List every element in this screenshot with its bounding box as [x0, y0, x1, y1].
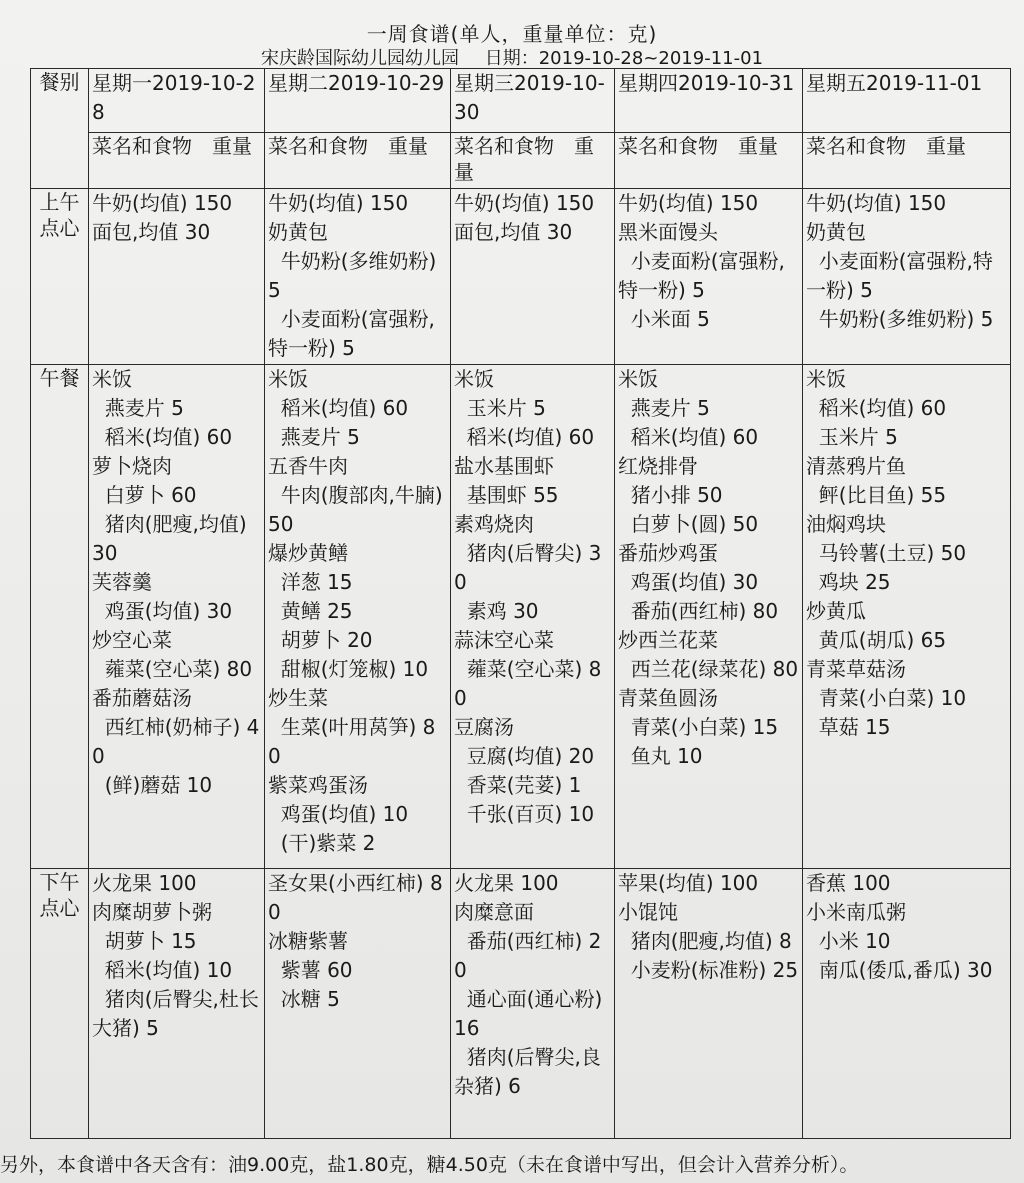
day-header: 星期五2019-11-01 [803, 69, 1011, 133]
menu-line: 小麦面粉(富强粉,特一粉) 5 [806, 249, 993, 302]
menu-line: 黑米面馒头 [618, 220, 718, 244]
menu-line: 青菜鱼圆汤 [618, 686, 718, 710]
menu-line: 牛奶粉(多维奶粉) 5 [268, 249, 443, 302]
menu-line: 千张(百页) 10 [454, 802, 595, 826]
menu-cell [615, 365, 803, 869]
meal-row-lunch [31, 365, 1011, 869]
column-header: 菜名和食物 重量 [615, 133, 803, 189]
menu-line: 白萝卜 60 [92, 483, 197, 507]
menu-line: 鲆(比目鱼) 55 [806, 483, 947, 507]
menu-line: 玉米片 5 [454, 396, 546, 420]
column-header: 菜名和食物 重量 [803, 133, 1011, 189]
menu-line: 清蒸鸦片鱼 [806, 454, 906, 478]
menu-line: 青菜(小白菜) 15 [618, 715, 779, 739]
menu-line: 素鸡 30 [454, 599, 539, 623]
menu-line: 小麦粉(标准粉) 25 [618, 958, 799, 982]
menu-line: 面包,均值 30 [92, 220, 211, 244]
menu-cell [451, 869, 615, 1139]
menu-line: 牛奶粉(多维奶粉) 5 [806, 307, 994, 331]
menu-line: 小麦面粉(富强粉,特一粉) 5 [268, 307, 435, 360]
menu-line: 马铃薯(土豆) 50 [806, 541, 967, 565]
menu-line: 燕麦片 5 [268, 425, 360, 449]
footnote: 另外，本食谱中各天含有：油9.00克，盐1.80克，糖4.50克（未在食谱中写出，但会计入营养分析）。 [0, 1154, 859, 1176]
menu-line: 稻米(均值) 60 [268, 396, 409, 420]
menu-line: 猪肉(肥瘦,均值) 8 [618, 929, 792, 953]
column-header-row [31, 133, 1011, 189]
menu-cell [451, 189, 615, 365]
menu-line: 素鸡烧肉 [454, 512, 534, 536]
menu-line: 小米面 5 [618, 307, 710, 331]
menu-cell [89, 869, 265, 1139]
menu-line: 炒生菜 [268, 686, 328, 710]
menu-line: 黄瓜(胡瓜) 65 [806, 628, 947, 652]
day-header: 星期四2019-10-31 [615, 69, 803, 133]
menu-line: 米饭 [806, 367, 846, 391]
menu-line: 肉糜胡萝卜粥 [92, 900, 212, 924]
menu-cell [803, 869, 1011, 1139]
day-header: 星期二2019-10-29 [265, 69, 451, 133]
menu-line: 胡萝卜 15 [92, 929, 197, 953]
menu-line: 面包,均值 30 [454, 220, 573, 244]
menu-cell [803, 365, 1011, 869]
menu-line: 甜椒(灯笼椒) 10 [268, 657, 429, 681]
day-header: 星期一2019-10-28 [89, 69, 265, 133]
menu-line: 冰糖 5 [268, 987, 340, 1011]
menu-cell [615, 869, 803, 1139]
menu-line: 青菜(小白菜) 10 [806, 686, 967, 710]
menu-line: 牛奶(均值) 150 [268, 191, 409, 215]
menu-line: 牛奶(均值) 150 [454, 191, 595, 215]
menu-line: 猪肉(肥瘦,均值) 30 [92, 512, 254, 565]
menu-line: 番茄炒鸡蛋 [618, 541, 718, 565]
menu-line: 芙蓉羹 [92, 570, 152, 594]
meal-row-morning-snack [31, 189, 1011, 365]
menu-line: 鱼丸 10 [618, 744, 703, 768]
menu-line: 通心面(通心粉) 16 [454, 987, 609, 1040]
meal-label: 上午点心 [31, 189, 89, 365]
menu-line: 牛肉(腹部肉,牛腩) 50 [268, 483, 450, 536]
menu-line: 小馄饨 [618, 900, 678, 924]
menu-line: 西兰花(绿菜花) 80 [618, 657, 799, 681]
menu-line: 南瓜(倭瓜,番瓜) 30 [806, 958, 993, 982]
column-header: 菜名和食物 重量 [89, 133, 265, 189]
menu-line: 香蕉 100 [806, 871, 891, 895]
menu-line: 稻米(均值) 60 [806, 396, 947, 420]
menu-cell [89, 365, 265, 869]
subtitle [0, 44, 1024, 70]
menu-line: 米饭 [92, 367, 132, 391]
weekly-menu-table [30, 68, 1011, 1139]
menu-line: 牛奶(均值) 150 [618, 191, 759, 215]
menu-line: 萝卜烧肉 [92, 454, 172, 478]
meal-label: 午餐 [31, 365, 89, 869]
menu-line: 五香牛肉 [268, 454, 348, 478]
menu-line: 牛奶(均值) 150 [92, 191, 233, 215]
menu-line: 猪肉(后臀尖,杜长大猪) 5 [92, 987, 259, 1040]
menu-line: 稻米(均值) 60 [454, 425, 595, 449]
column-header: 菜名和食物 重量 [265, 133, 451, 189]
menu-line: 鸡蛋(均值) 30 [618, 570, 759, 594]
menu-line: 香菜(芫荽) 1 [454, 773, 582, 797]
menu-line: 青菜草菇汤 [806, 657, 906, 681]
menu-line: 鸡块 25 [806, 570, 891, 594]
menu-line: 小米南瓜粥 [806, 900, 906, 924]
menu-line: 牛奶(均值) 150 [806, 191, 947, 215]
page-title: 一周食谱(单人，重量单位：克) [366, 22, 658, 46]
menu-line: 白萝卜(圆) 50 [618, 512, 759, 536]
menu-line: 燕麦片 5 [92, 396, 184, 420]
menu-cell [803, 189, 1011, 365]
menu-line: 猪小排 50 [618, 483, 723, 507]
meal-row-afternoon-snack [31, 869, 1011, 1139]
menu-cell [451, 365, 615, 869]
menu-line: 奶黄包 [268, 220, 328, 244]
menu-cell [615, 189, 803, 365]
menu-line: 圣女果(小西红柿) 80 [268, 871, 443, 924]
menu-line: 米饭 [454, 367, 494, 391]
menu-line: 肉糜意面 [454, 900, 534, 924]
menu-line: 豆腐(均值) 20 [454, 744, 595, 768]
menu-line: (干)紫菜 2 [268, 831, 376, 855]
menu-line: 紫菜鸡蛋汤 [268, 773, 368, 797]
menu-cell [89, 189, 265, 365]
menu-line: 西红柿(奶柿子) 40 [92, 715, 260, 768]
meal-label: 下午点心 [31, 869, 89, 1139]
date-range: 日期：2019-10-28~2019-11-01 [484, 48, 764, 69]
menu-line: 草菇 15 [806, 715, 891, 739]
menu-line: 红烧排骨 [618, 454, 698, 478]
menu-line: 紫薯 60 [268, 958, 353, 982]
menu-cell [265, 189, 451, 365]
menu-line: 生菜(叶用莴笋) 80 [268, 715, 436, 768]
menu-line: 燕麦片 5 [618, 396, 710, 420]
menu-line: 小麦面粉(富强粉,特一粉) 5 [618, 249, 785, 302]
menu-line: 炒西兰花菜 [618, 628, 718, 652]
day-header-row [31, 69, 1011, 133]
menu-line: 番茄(西红柿) 20 [454, 929, 602, 982]
menu-line: 豆腐汤 [454, 715, 514, 739]
menu-line: 炒空心菜 [92, 628, 172, 652]
menu-line: 蕹菜(空心菜) 80 [454, 657, 602, 710]
menu-line: 洋葱 15 [268, 570, 353, 594]
menu-line: 米饭 [268, 367, 308, 391]
menu-line: 蒜沫空心菜 [454, 628, 554, 652]
menu-cell [265, 365, 451, 869]
menu-line: 炒黄瓜 [806, 599, 866, 623]
menu-line: 胡萝卜 20 [268, 628, 373, 652]
menu-line: 玉米片 5 [806, 425, 898, 449]
menu-line: 鸡蛋(均值) 10 [268, 802, 409, 826]
menu-line: 番茄蘑菇汤 [92, 686, 192, 710]
menu-line: 奶黄包 [806, 220, 866, 244]
menu-line: 火龙果 100 [92, 871, 197, 895]
day-header: 星期三2019-10-30 [451, 69, 615, 133]
menu-line: 爆炒黄鳝 [268, 541, 348, 565]
menu-line: 苹果(均值) 100 [618, 871, 759, 895]
menu-line: 稻米(均值) 10 [92, 958, 233, 982]
school-name: 宋庆龄国际幼儿园幼儿园 [260, 48, 459, 69]
menu-line: 盐水基围虾 [454, 454, 554, 478]
menu-line: 稻米(均值) 60 [92, 425, 233, 449]
meal-header: 餐别 [31, 69, 89, 189]
menu-line: 稻米(均值) 60 [618, 425, 759, 449]
menu-line: 火龙果 100 [454, 871, 559, 895]
menu-line: 基围虾 55 [454, 483, 559, 507]
menu-line: 小米 10 [806, 929, 891, 953]
menu-line: (鲜)蘑菇 10 [92, 773, 213, 797]
column-header: 菜名和食物 重量 [451, 133, 615, 189]
menu-line: 蕹菜(空心菜) 80 [92, 657, 253, 681]
menu-line: 黄鳝 25 [268, 599, 353, 623]
menu-line: 鸡蛋(均值) 30 [92, 599, 233, 623]
menu-line: 油焖鸡块 [806, 512, 886, 536]
menu-cell [265, 869, 451, 1139]
menu-line: 冰糖紫薯 [268, 929, 348, 953]
menu-line: 猪肉(后臀尖,良杂猪) 6 [454, 1045, 601, 1098]
menu-line: 米饭 [618, 367, 658, 391]
menu-line: 番茄(西红柿) 80 [618, 599, 779, 623]
menu-line: 猪肉(后臀尖) 30 [454, 541, 602, 594]
